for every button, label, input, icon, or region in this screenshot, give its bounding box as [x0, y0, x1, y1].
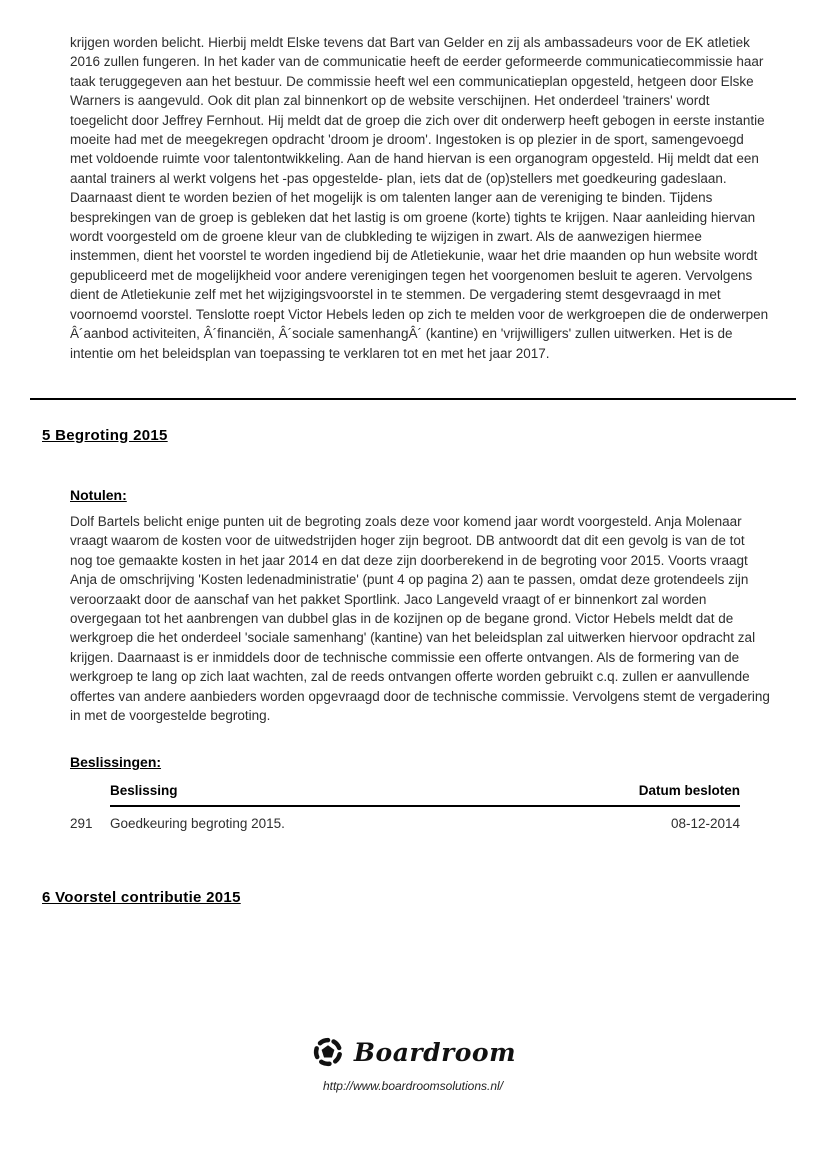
section-5-heading: 5 Begroting 2015: [42, 426, 168, 444]
table-row: [70, 807, 740, 831]
flower-pentagon-icon: [310, 1034, 346, 1070]
section-divider: [30, 398, 796, 400]
decision-number: 291: [70, 816, 93, 832]
decision-text: Goedkeuring begroting 2015.: [110, 816, 285, 832]
notulen-paragraph: Dolf Bartels belicht enige punten uit de begroting zoals deze voor komend jaar wordt voorgesteld. Anja Molenaar vraagt waarom de kosten voor de uitwedstrijden hoger zijn begroot. DB antwoordt dat dit een gevolg is van de tot nog toe gemaakte kosten in het jaar 2014 en dat deze zijn doorberekend in de begroting voor 2015. Voorts vraagt Anja de omschrijving 'Kosten ledenadministratie' (punt 4 op pagina 2) aan te passen, omdat deze grotendeels zijn veroorzaakt door de aanschaf van het pakket Sportlink. Jaco Langeveld vraagt of er binnenkort zal worden overgegaan tot het aanbrengen van dubbel glas in de kozijnen op de begane grond. Victor Hebels meldt dat de werkgroep die het onderdeel 'sociale samenhang' (kantine) van het beleidsplan zal uitwerken hiervoor opdracht zal krijgen. Daarnaast is er inmiddels door de technische commissie een offerte ontvangen. Als de formering van de werkgroep te lang op zich laat wachten, zal de reeds ontvangen offerte worden gebruikt c.q. zullen er aanvullende offertes van andere aanbieders worden opgevraagd door de technische commissie. Vervolgens stemt de vergadering in met de voorgestelde begroting.: [70, 513, 770, 723]
notulen-heading: Notulen:: [70, 486, 127, 503]
footer: [0, 1034, 826, 1093]
section-6-heading: 6 Voorstel contributie 2015: [42, 889, 241, 907]
decision-date: 08-12-2014: [670, 816, 740, 832]
boardroom-logo: [310, 1034, 516, 1070]
column-header-beslissing: Beslissing: [110, 783, 620, 807]
logo-text: Boardroom: [353, 1037, 517, 1067]
intro-paragraph: krijgen worden belicht. Hierbij meldt Elske tevens dat Bart van Gelder en zij als ambassadeurs voor de EK atletiek 2016 zullen fungeren. In het kader van de communicatie heeft de eerder geformeerde communicatiecommissie haar taak teruggegeven aan het bestuur. De commissie heeft wel een communicatieplan opgesteld, hetgeen door Elske Warners is aangevuld. Ook dit plan zal binnenkort op de website verschijnen. Het onderdeel 'trainers' wordt toegelicht door Jeffrey Fernhout. Hij meldt dat de groep die zich over dit onderwerp heeft gebogen in eerste instantie moeite had met de meegekregen opdracht 'droom je droom'. Ingestoken is op plezier in de sport, samengevoegd met voldoende ruimte voor talentontwikkeling. Aan de hand hiervan is een organogram opgesteld. Hij meldt dat een aantal trainers al werkt volgens het -pas opgestelde- plan, iets dat de (op)stellers met goedkeuring gadeslaan. Daarnaast dient te worden bezien of het mogelijk is om talenten langer aan de vereniging te binden. Tijdens besprekingen van de groep is gebleken dat het lastig is om groene (korte) tights te krijgen. Naar aanleiding hiervan wordt voorgesteld om de groene kleur van de clubkleding te wijzigen in zwart. Als de aanwezigen hiermee instemmen, dient het voorstel te worden ingediend bij de Atletiekunie, waar het drie maanden op hun website wordt gepubliceerd met de mogelijkheid voor andere verenigingen tegen het voorgenomen besluit te ageren. Vervolgens dient de Atletiekunie zelf met het wijzigingsvoorstel in te stemmen. De vergadering stemt desgevraagd in met voornoemd voorstel. Tenslotte roept Victor Hebels leden op zich te melden voor de werkgroepen die de onderwerpen Â´aanbod activiteiten, Â´financiën, Â´sociale samenhangÂ´ (kantine) en 'vrijwilligers' zullen uitwerken. Het is de intentie om het beleidsplan van toepassing te verklaren tot en met het jaar 2017.: [70, 35, 769, 361]
footer-link[interactable]: http://www.boardroomsolutions.nl/: [322, 1079, 504, 1094]
beslissingen-heading: Beslissingen:: [70, 754, 162, 771]
table-header-row: [70, 783, 740, 807]
column-header-datum-besloten: Datum besloten: [620, 783, 740, 807]
decisions-table: [70, 783, 740, 831]
